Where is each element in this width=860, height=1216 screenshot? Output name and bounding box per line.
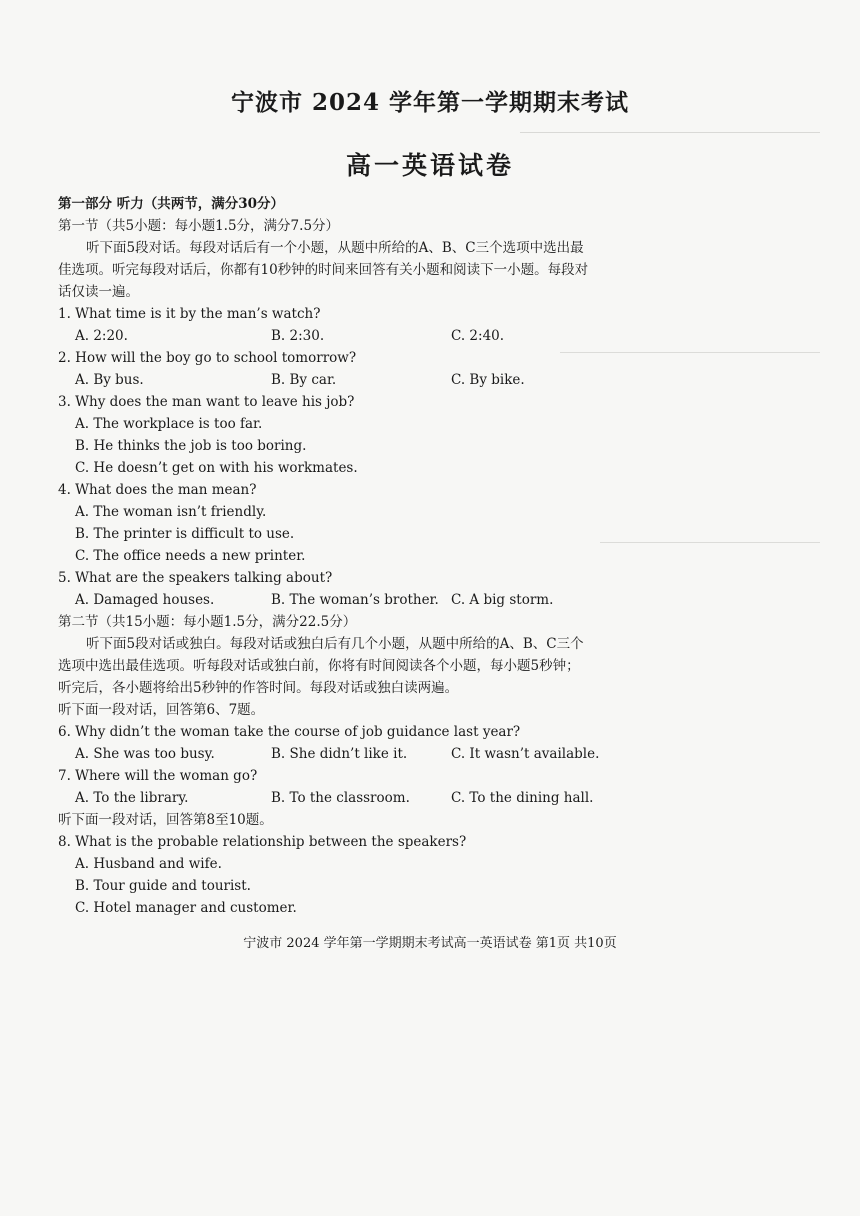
page-footer: 宁波市 2024 学年第一学期期末考试高一英语试卷 第1页 共10页 [243, 936, 617, 951]
question-stem: 4. What does the man mean? [58, 482, 257, 498]
option-b: B. She didn’t like it. [271, 746, 408, 762]
question-options [58, 325, 818, 347]
option-c: C. By bike. [451, 372, 525, 388]
option-c: C. A big storm. [451, 592, 554, 608]
question-options [58, 743, 818, 765]
option-b: B. Tour guide and tourist. [75, 878, 251, 894]
question-options [58, 369, 818, 391]
dialogue-instruction: 听下面一段对话，回答第8至10题。 [58, 812, 273, 828]
question-options [58, 787, 818, 809]
instruction-line: 选项中选出最佳选项。听每段对话或独白前，你将有时间阅读各个小题，每小题5秒钟； [58, 658, 580, 674]
exam-title: 宁波市 2024 学年第一学期期末考试 [230, 89, 630, 116]
option-b: B. By car. [271, 372, 337, 388]
exam-subtitle: 高一英语试卷 [345, 151, 514, 180]
instruction-line: 听完后，各小题将给出5秒钟的作答时间。每段对话或独白读两遍。 [58, 680, 459, 696]
question-stem: 1. What time is it by the man’s watch? [58, 306, 321, 322]
question-stem: 2. How will the boy go to school tomorrow? [58, 350, 357, 366]
option-c: C. 2:40. [451, 328, 505, 344]
option-b: B. 2:30. [271, 328, 325, 344]
question-stem: 7. Where will the woman go? [58, 768, 258, 784]
option-a: A. The woman isn’t friendly. [75, 504, 267, 520]
option-a: A. By bus. [75, 372, 144, 388]
option-b: B. The woman’s brother. [271, 592, 439, 608]
instruction-line: 佳选项。听完每段对话后，你都有10秒钟的时间来回答有关小题和阅读下一小题。每段对 [58, 262, 589, 278]
option-c: C. To the dining hall. [451, 790, 594, 806]
instruction-line: 听下面5段对话。每段对话后有一个小题，从题中所给的A、B、C三个选项中选出最 [86, 240, 584, 256]
option-c: C. He doesn’t get on with his workmates. [75, 460, 358, 476]
part-heading: 第一部分 听力（共两节，满分30分） [58, 196, 284, 212]
instruction-line: 话仅读一遍。 [58, 284, 139, 300]
option-a: A. The workplace is too far. [75, 416, 263, 432]
option-c: C. Hotel manager and customer. [75, 900, 297, 916]
question-stem: 8. What is the probable relationship between the speakers? [58, 834, 467, 850]
question-stem: 5. What are the speakers talking about? [58, 570, 333, 586]
section-heading: 第一节（共5小题：每小题1.5分，满分7.5分） [58, 218, 340, 234]
option-c: C. The office needs a new printer. [75, 548, 306, 564]
section-heading: 第二节（共15小题：每小题1.5分，满分22.5分） [58, 614, 357, 630]
option-b: B. The printer is difficult to use. [75, 526, 295, 542]
question-stem: 3. Why does the man want to leave his job? [58, 394, 355, 410]
dialogue-instruction: 听下面一段对话，回答第6、7题。 [58, 702, 265, 718]
instruction-line: 听下面5段对话或独白。每段对话或独白后有几个小题，从题中所给的A、B、C三个 [86, 636, 584, 652]
option-a: A. Damaged houses. [75, 592, 215, 608]
option-b: B. He thinks the job is too boring. [75, 438, 307, 454]
exam-content [58, 193, 818, 919]
option-b: B. To the classroom. [271, 790, 410, 806]
option-c: C. It wasn’t available. [451, 746, 600, 762]
option-a: A. She was too busy. [75, 746, 215, 762]
question-options [58, 589, 818, 611]
option-a: A. 2:20. [75, 328, 128, 344]
option-a: A. To the library. [75, 790, 189, 806]
option-a: A. Husband and wife. [75, 856, 222, 872]
question-stem: 6. Why didn’t the woman take the course of job guidance last year? [58, 724, 521, 740]
